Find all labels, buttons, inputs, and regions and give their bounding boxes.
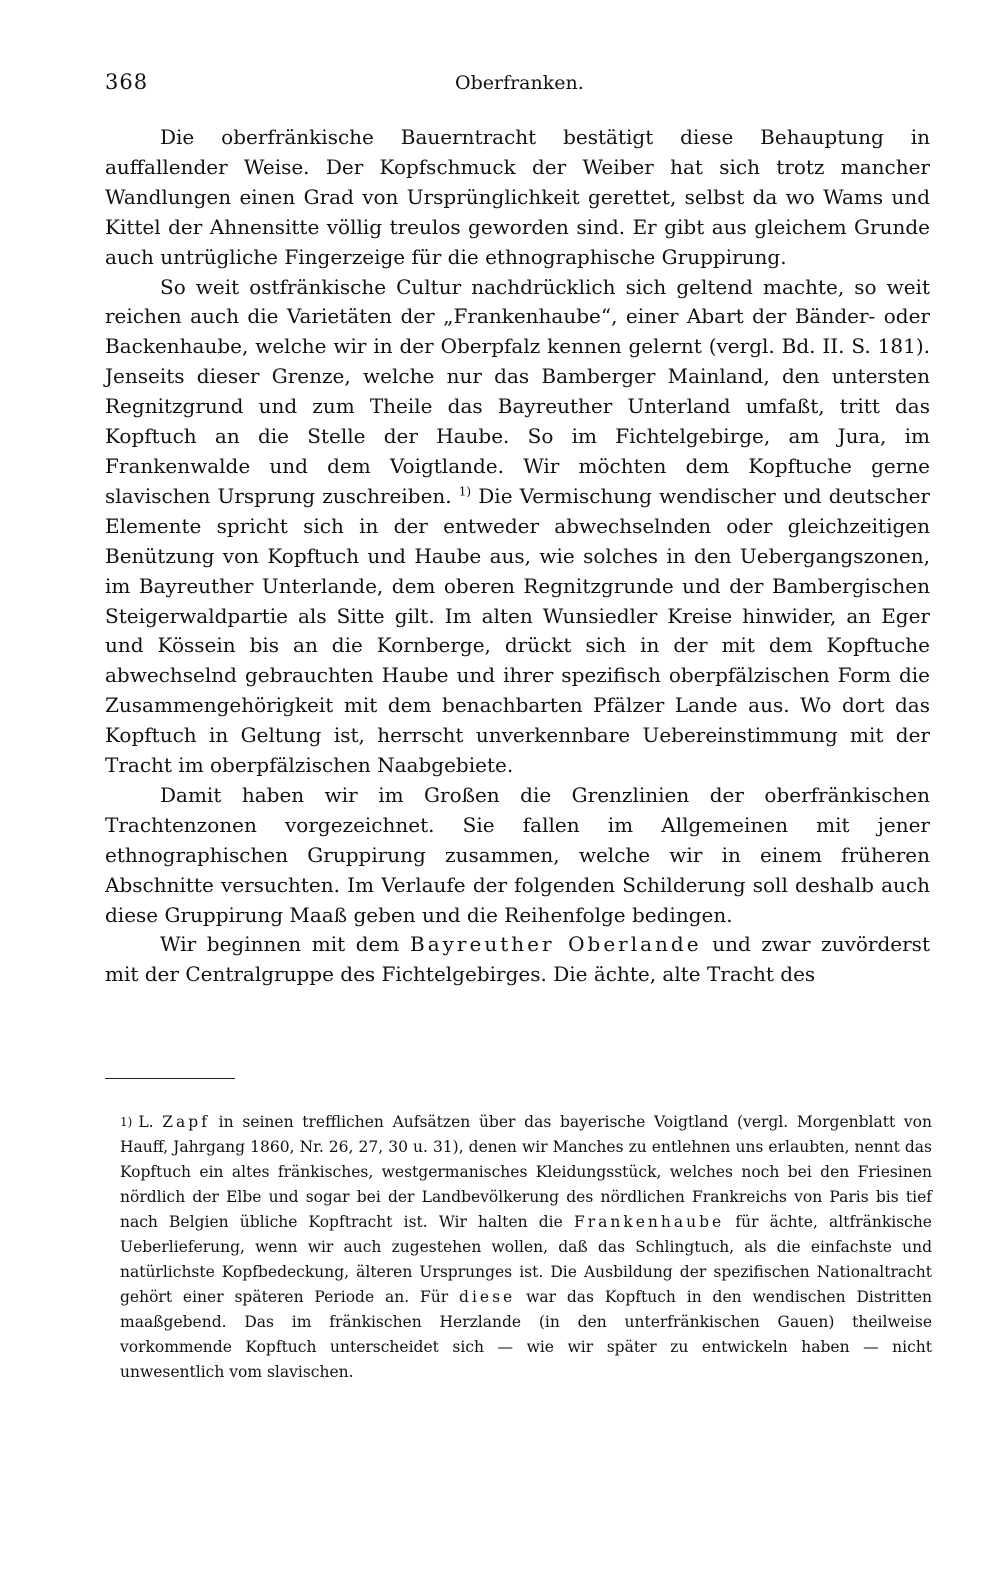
footnote-separator bbox=[105, 1078, 235, 1079]
paragraph-text: Die Vermischung wendischer und deutscher Elemente spricht sich in der entweder abwechselnden oder gleichzeitigen Benützung von Kopftuch und Haube aus, wie solches in den Uebergangszonen, im Bayreuther Unterlande, dem oberen Regnitzgrunde und der Bambergischen Steigerwaldpartie als Sitte gilt. Im alten Wunsiedler Kreise hinwider, an Eger und Kössein bis an die Kornberge, drückt sich in der mit dem Kopftuche abwechselnd gebrauchten Haube und ihrer spezifisch oberpfälzischen Form die Zusammengehörigkeit mit dem benachbarten Pfälzer Lande aus. Wo dort das Kopftuch in Geltung ist, herrscht unverkennbare Uebereinstimmung mit der Tracht im oberpfälzischen Naabgebiete. bbox=[105, 483, 930, 778]
paragraph-4 bbox=[105, 930, 930, 990]
emphasized-text: Frankenhaube bbox=[573, 1213, 725, 1231]
paragraph-text: Damit haben wir im Großen die Grenzlinien der oberfränkischen Trachtenzonen vorgezeichnet. Sie fallen im Allgemeinen mit jener ethnographischen Gruppirung zusammen, welche wir in einem früheren Abschnitte versuchten. Im Verlaufe der folgenden Schilderung soll deshalb auch diese Gruppirung Maaß geben und die Reihenfolge bedingen. bbox=[105, 782, 930, 927]
emphasized-text: diese bbox=[459, 1288, 516, 1306]
paragraph-text: Wir beginnen mit dem bbox=[160, 932, 410, 957]
paragraph-1 bbox=[105, 123, 930, 273]
paragraph-2 bbox=[105, 273, 930, 781]
page-number: 368 bbox=[105, 70, 149, 94]
footnote bbox=[120, 1110, 932, 1385]
footnote-segment: war das Kopftuch in den wendischen Distritten maaßgebend. Das im fränkischen Herzlande (in den unterfränkischen Gauen) theilweise vorkommende Kopftuch unterscheidet sich — wie wir später zu entwickeln haben — nicht unwesentlich vom slavischen. bbox=[120, 1288, 932, 1381]
footnote-segment: für ächte, altfränkische Ueberlieferung, wenn wir auch zugestehen wollen, daß das Schlingtuch, als die einfachste und natürlichste Kopfbedeckung, älteren Ursprunges ist. Die Ausbildung der spezifischen Nationaltracht gehört einer späteren Periode an. Für bbox=[120, 1213, 932, 1306]
body-text bbox=[105, 123, 930, 990]
footnote-segment: in seinen trefflichen Aufsätzen über das bayerische Voigtland (vergl. Morgenblatt von Hauff, Jahrgang 1860, Nr. 26, 27, 30 u. 31), denen wir Manches zu entlehnen uns erlaubten, nennt das Kopftuch ein altes fränkisches, westgermanisches Kleidungsstück, welches noch bei den Friesinen nördlich der Elbe und sogar bei der Landbevölkerung des nördlichen Frankreichs von Paris bis tief nach Belgien übliche Kopftracht ist. Wir halten die bbox=[120, 1113, 932, 1231]
paragraph-text: So weit ostfränkische Cultur nachdrücklich sich geltend machte, so weit reichen auch die Varietäten der „Frankenhaube“, einer Abart der Bänder- oder Backenhaube, welche wir in der Oberpfalz kennen gelernt (vergl. Bd. II. S. 181). Jenseits dieser Grenze, welche nur das Bamberger Mainland, den untersten Regnitzgrund und zum Theile das Bayreuther Unterland umfaßt, tritt das Kopftuch an die Stelle der Haube. So im Fichtelgebirge, am Jura, im Frankenwalde und dem Voigtlande. Wir möchten dem Kopftuche gerne slavischen Ursprung zuschreiben. bbox=[105, 274, 930, 508]
footnote-segment: L. bbox=[138, 1113, 163, 1131]
emphasized-text: Zapf bbox=[162, 1113, 210, 1131]
footnote-reference: 1) bbox=[458, 484, 472, 499]
paragraph-3 bbox=[105, 781, 930, 931]
paragraph-text: und zwar zuvörderst mit der Centralgruppe des Fichtelgebirges. Die ächte, alte Tracht des bbox=[105, 932, 930, 987]
running-head: Oberfranken. bbox=[455, 72, 584, 94]
page-header bbox=[105, 70, 930, 102]
footnote-text bbox=[120, 1110, 932, 1385]
footnote-marker: 1) bbox=[120, 1115, 133, 1129]
emphasized-text: Bayreuther Oberlande bbox=[410, 932, 702, 957]
paragraph-text: Die oberfränkische Bauerntracht bestätigt diese Behauptung in auffallender Weise. Der Kopfschmuck der Weiber hat sich trotz mancher Wandlungen einen Grad von Ursprünglichkeit gerettet, selbst da wo Wams und Kittel der Ahnensitte völlig treulos geworden sind. Er gibt aus gleichem Grunde auch untrügliche Fingerzeige für die ethnographische Gruppirung. bbox=[105, 125, 930, 269]
